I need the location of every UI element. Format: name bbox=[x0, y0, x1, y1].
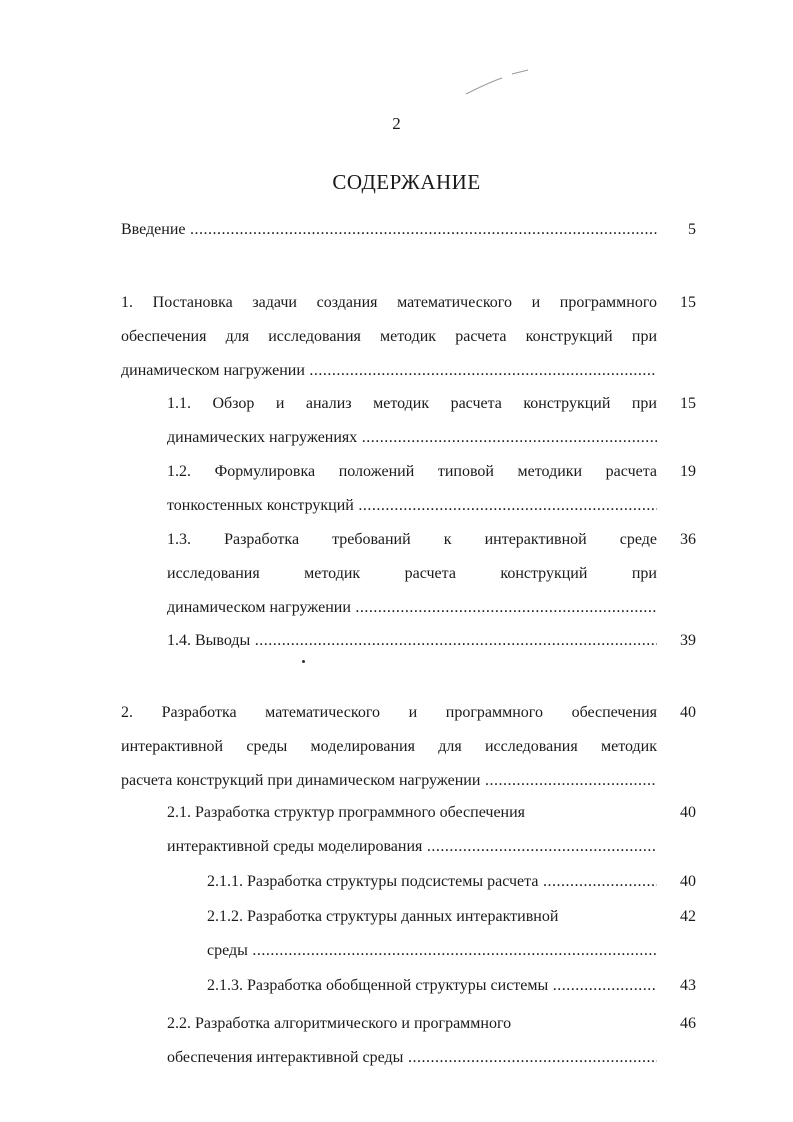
toc-entry-1-1[interactable] bbox=[167, 387, 657, 455]
toc-entry-label: Введение ..... bbox=[121, 213, 657, 247]
toc-entry-1-3[interactable] bbox=[167, 523, 657, 625]
toc-entry-line: исследования методик расчета конструкций при bbox=[167, 565, 657, 582]
toc-page-number: 43 bbox=[680, 977, 696, 994]
toc-entry-line: тонкостенных конструкций ..... bbox=[167, 489, 657, 523]
toc-page-number: 15 bbox=[680, 395, 696, 412]
toc-entry-2-1-2[interactable] bbox=[207, 900, 657, 968]
toc-entry-2-1-1[interactable] bbox=[207, 865, 657, 899]
toc-entry-2-1[interactable] bbox=[167, 796, 657, 864]
toc-page-number: 36 bbox=[680, 531, 696, 548]
toc-page-number: 40 bbox=[680, 704, 696, 721]
toc-entry-chapter-1[interactable] bbox=[121, 286, 657, 388]
page-title: СОДЕРЖАНИЕ bbox=[332, 170, 481, 194]
toc-entry-line: 1.3. Разработка требований к интерактивной среде bbox=[167, 531, 657, 548]
toc-entry-line: обеспечения интерактивной среды ..... bbox=[167, 1041, 657, 1075]
toc-page-number: 42 bbox=[680, 908, 696, 925]
toc-entry-line: среды ..... bbox=[207, 934, 657, 968]
toc-page-number: 15 bbox=[680, 294, 696, 311]
toc-entry-line: 2.2. Разработка алгоритмического и программного bbox=[167, 1015, 512, 1032]
toc-entry-chapter-2[interactable] bbox=[121, 696, 657, 798]
toc-entry-line: расчета конструкций при динамическом нагружении ..... bbox=[121, 764, 657, 798]
toc-entry-label: 2.1.1. Разработка структуры подсистемы расчета ..... bbox=[207, 865, 657, 899]
toc-entry-line: динамических нагружениях ..... bbox=[167, 421, 657, 455]
toc-entry-1-4[interactable] bbox=[167, 624, 657, 658]
toc-entry-line: 1.2. Формулировка положений типовой методики расчета bbox=[167, 463, 657, 480]
toc-entry-line: 1. Постановка задачи создания математического и программного bbox=[121, 294, 657, 311]
toc-entry-line: 2.1. Разработка структур программного обеспечения bbox=[167, 804, 526, 821]
toc-entry-label: 2.1.3. Разработка обобщенной структуры системы ..... bbox=[207, 969, 657, 1003]
toc-entry-line: динамическом нагружении ..... bbox=[167, 591, 657, 625]
toc-entry-line: обеспечения для исследования методик расчета конструкций при bbox=[121, 328, 657, 345]
speck bbox=[302, 660, 305, 663]
toc-entry-2-2[interactable] bbox=[167, 1007, 657, 1075]
toc-entry-line: 2. Разработка математического и программного обеспечения bbox=[121, 704, 657, 721]
toc-entry-line: 2.1.2. Разработка структуры данных интерактивной bbox=[207, 908, 559, 925]
toc-entry-label: 1.4. Выводы ..... bbox=[167, 624, 657, 658]
toc-entry-intro[interactable] bbox=[121, 213, 657, 247]
toc-entry-line: динамическом нагружении ..... bbox=[121, 354, 657, 388]
pen-mark bbox=[464, 68, 534, 96]
toc-entry-line: интерактивной среды моделирования ..... bbox=[167, 830, 657, 864]
toc-page-number: 46 bbox=[680, 1015, 696, 1032]
toc-page-number: 40 bbox=[680, 804, 696, 821]
toc-entry-1-2[interactable] bbox=[167, 455, 657, 523]
toc-entry-line: 1.1. Обзор и анализ методик расчета конструкций при bbox=[167, 395, 657, 412]
page-number: 2 bbox=[392, 114, 401, 133]
toc-page-number: 19 bbox=[680, 463, 696, 480]
toc-page-number: 39 bbox=[680, 632, 696, 649]
toc-page-number: 40 bbox=[680, 873, 696, 890]
toc-entry-2-1-3[interactable] bbox=[207, 969, 657, 1003]
toc-entry-line: интерактивной среды моделирования для исследования методик bbox=[121, 738, 657, 755]
toc-page-number: 5 bbox=[688, 221, 696, 238]
